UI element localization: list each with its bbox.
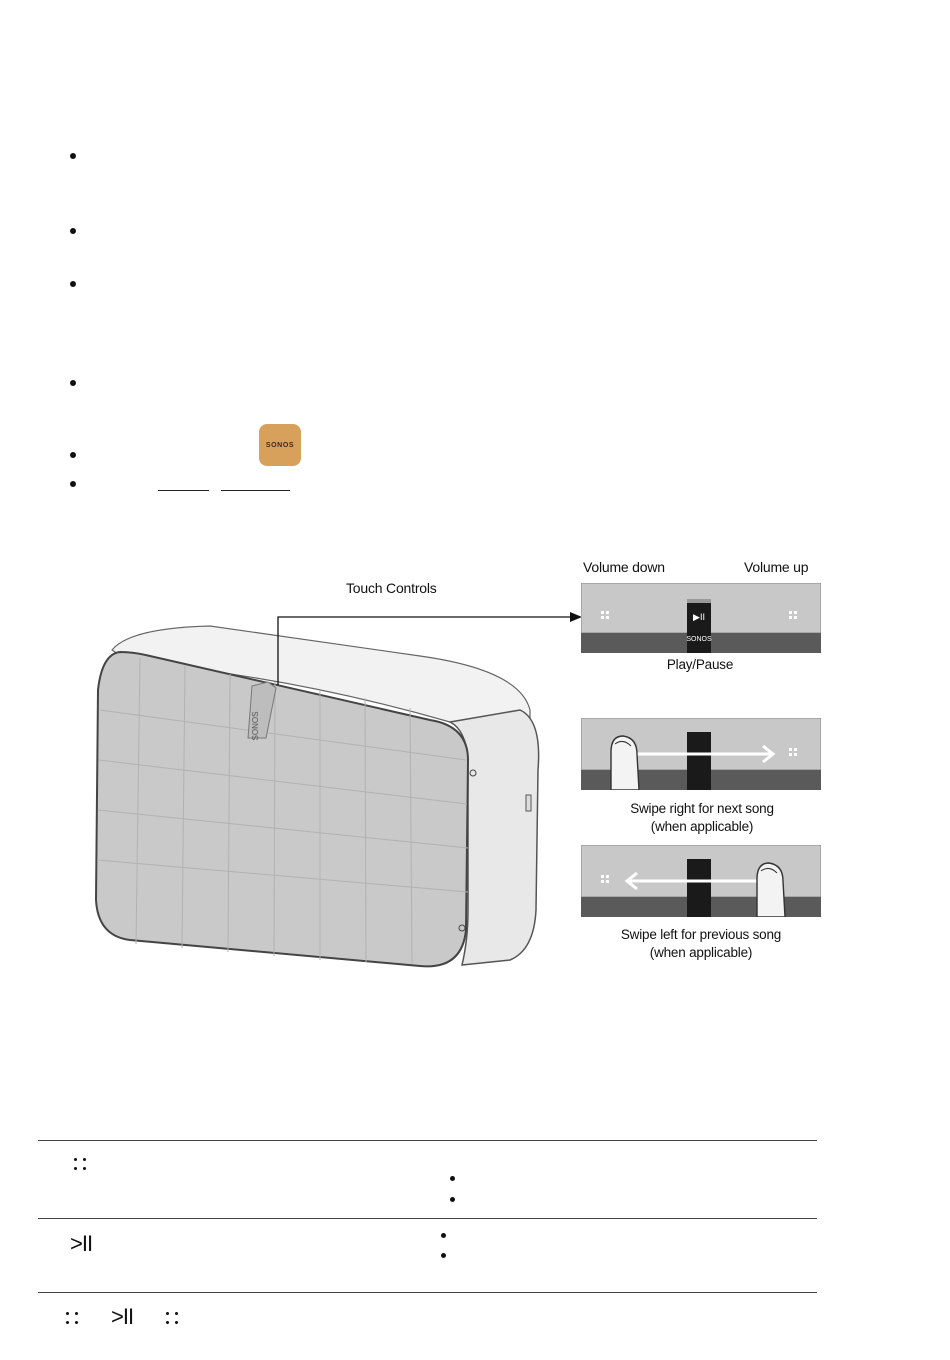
table-bullet-3 — [441, 1233, 446, 1238]
bullet-1 — [70, 153, 76, 159]
play-pause-glyph: ▶II — [693, 612, 705, 622]
bullet-2 — [70, 228, 76, 234]
swipe-right-line1: Swipe right for next song — [630, 801, 774, 816]
table-rule-1 — [38, 1140, 817, 1141]
strip-logo: SONOS — [686, 636, 712, 643]
table-rule-2 — [38, 1218, 817, 1219]
touch-panel-play-pause — [581, 583, 821, 653]
connector-arrow — [270, 605, 585, 695]
play-pause-icon-row3: >II — [111, 1304, 134, 1329]
swipe-right-caption — [590, 800, 814, 836]
volume-up-label: Volume up — [744, 559, 809, 575]
touch-controls-label: Touch Controls — [346, 580, 437, 596]
swipe-left-line2: (when applicable) — [649, 945, 753, 960]
table-bullet-4 — [441, 1253, 446, 1258]
sonos-app-icon[interactable] — [259, 424, 301, 466]
volume-down-dots-icon — [66, 1312, 80, 1326]
table-bullet-1 — [450, 1176, 455, 1181]
volume-down-label: Volume down — [583, 559, 665, 575]
bullet-5 — [70, 452, 76, 458]
play-pause-label: Play/Pause — [666, 657, 734, 672]
swipe-left-line1: Swipe left for previous song — [620, 927, 782, 942]
play-pause-icon: >II — [70, 1231, 93, 1256]
swipe-left-caption — [585, 926, 817, 962]
touch-panel-swipe-right — [581, 718, 821, 790]
sonos-app-icon-label: SONOS — [265, 441, 295, 449]
touch-panel-swipe-left — [581, 845, 821, 917]
volume-dots-icon — [74, 1158, 88, 1172]
link-underline-1[interactable] — [158, 490, 209, 491]
bullet-3 — [70, 281, 76, 287]
table-bullet-2 — [450, 1197, 455, 1202]
swipe-right-line2: (when applicable) — [650, 819, 754, 834]
speaker-logo: SONOS — [251, 711, 260, 741]
link-underline-2[interactable] — [221, 490, 290, 491]
volume-up-dots-icon — [166, 1312, 180, 1326]
table-rule-3 — [38, 1292, 817, 1293]
bullet-6 — [70, 481, 76, 487]
bullet-4 — [70, 380, 76, 386]
